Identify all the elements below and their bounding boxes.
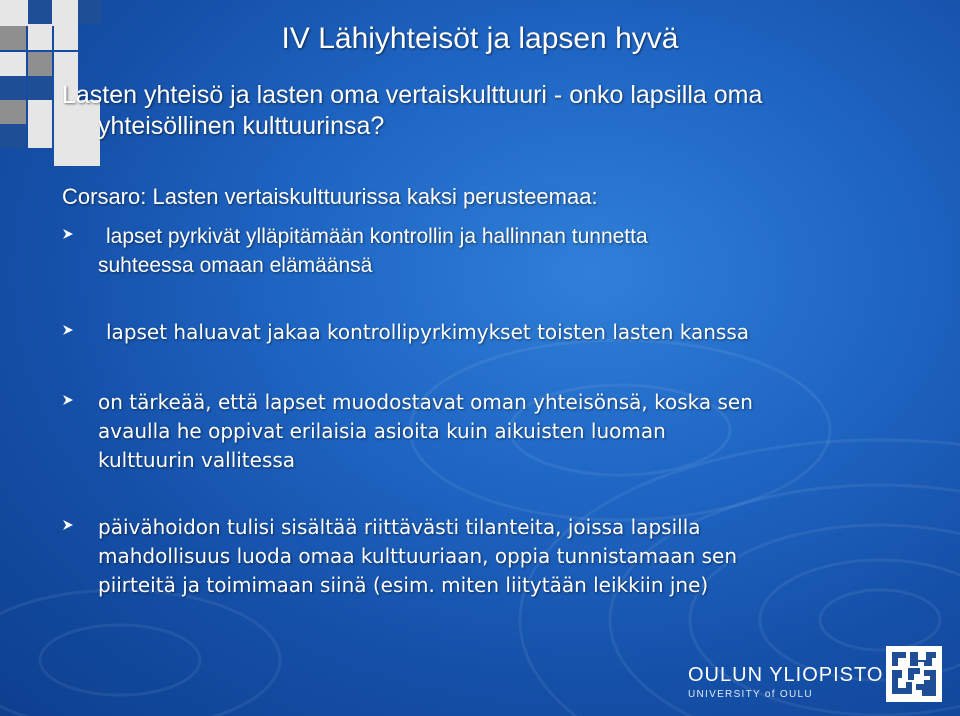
university-name-english: UNIVERSITY of OULU: [688, 689, 813, 700]
bullet-line: päivähoidon tulisi sisältää riittävästi tilanteita, joissa lapsilla: [98, 515, 701, 539]
university-name: OULUN YLIOPISTO: [688, 664, 884, 686]
university-logo-text: [688, 664, 883, 700]
arrowhead-bullet-icon: [62, 228, 76, 242]
subtitle-line: yhteisöllinen kulttuurinsa?: [98, 112, 385, 140]
slide-subtitle: [62, 80, 862, 142]
intro-text: Corsaro: Lasten vertaiskulttuurissa kaksi perusteemaa:: [62, 184, 598, 209]
arrowhead-bullet-icon: [62, 394, 76, 408]
arrowhead-bullet-icon: [62, 324, 76, 338]
slide-title: IV Lähiyhteisöt ja lapsen hyvä: [281, 22, 679, 55]
arrowhead-bullet-icon: [62, 519, 76, 533]
bullet-line: mahdollisuus luoda omaa kulttuuriaan, oppia tunnistamaan sen: [98, 544, 738, 568]
bullet-line: lapset pyrkivät ylläpitämään kontrollin ja hallinnan tunnetta: [106, 225, 648, 248]
subtitle-line: Lasten yhteisö ja lasten oma vertaiskulttuuri - onko lapsilla oma: [62, 81, 763, 109]
bullet-line: avaulla he oppivat erilaisia asioita kuin aikuisten luoman: [98, 419, 666, 443]
bullet-line: on tärkeää, että lapset muodostavat oman yhteisönsä, koska sen: [98, 390, 753, 414]
bullet-line: piirteitä ja toimimaan siinä (esim. miten liitytään leikkiin jne): [98, 573, 709, 597]
bullet-line: kulttuurin vallitessa: [98, 448, 296, 472]
university-emblem-icon: [886, 646, 942, 702]
bullet-line: suhteessa omaan elämäänsä: [98, 254, 373, 277]
bullet-line: lapset haluavat jakaa kontrollipyrkimykset toisten lasten kanssa: [106, 320, 749, 344]
